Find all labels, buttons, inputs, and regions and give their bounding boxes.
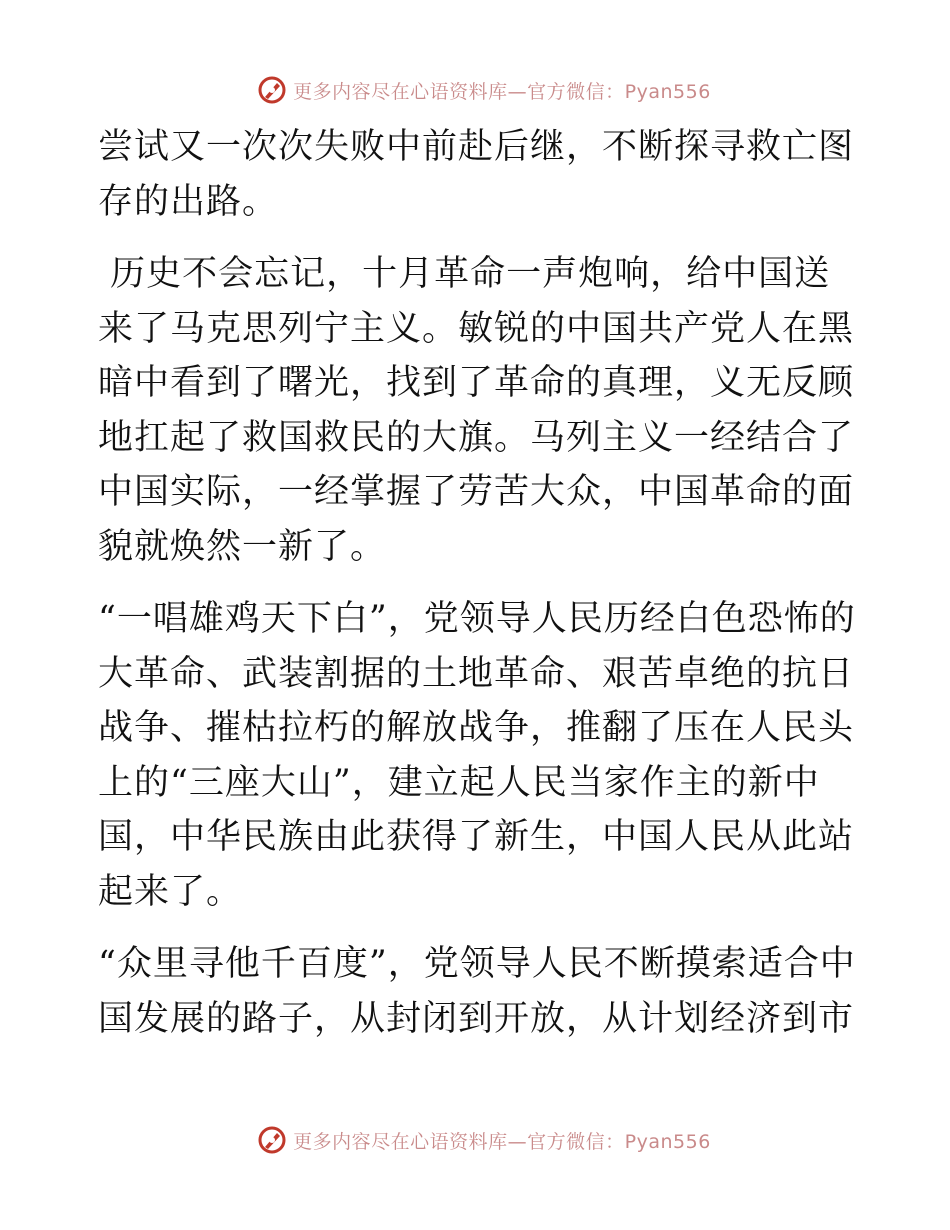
paragraph-2: 历史不会忘记，十月革命一声炮响，给中国送来了马克思列宁主义。敏锐的中国共产党人在黑暗中看到了曙光，找到了革命的真理，义无反顾地扛起了救国救民的大旗。马列主义一经结合了中国实际，一经掌握了劳苦大众，中国革命的面貌就焕然一新了。 [98, 254, 855, 567]
header-watermark-text: 更多内容尽在心语资料库—官方微信：Pyan556 [293, 80, 711, 103]
paragraph-4: “众里寻他千百度”，党领导人民不断摸索适合中国发展的路子，从封闭到开放，从计划经济到市 [98, 944, 856, 1039]
header-watermark [0, 70, 950, 110]
pen-circle-logo-icon [257, 1125, 287, 1155]
paragraph-3: “一唱雄鸡天下白”，党领导人民历经白色恐怖的大革命、武装割据的土地革命、艰苦卓绝的抗日战争、摧枯拉朽的解放战争，推翻了压在人民头上的“三座大山”，建立起人民当家作主的新中国，中华民族由此获得了新生，中国人民从此站起来了。 [98, 599, 856, 912]
footer-watermark [0, 1120, 950, 1160]
document-body [98, 120, 858, 1064]
footer-watermark-inner [257, 1125, 711, 1155]
footer-watermark-text: 更多内容尽在心语资料库—官方微信：Pyan556 [293, 1130, 711, 1153]
header-watermark-inner [257, 75, 711, 105]
pen-circle-logo-icon [257, 75, 287, 105]
paragraph-1: 尝试又一次次失败中前赴后继，不断探寻救亡图存的出路。 [98, 127, 855, 222]
